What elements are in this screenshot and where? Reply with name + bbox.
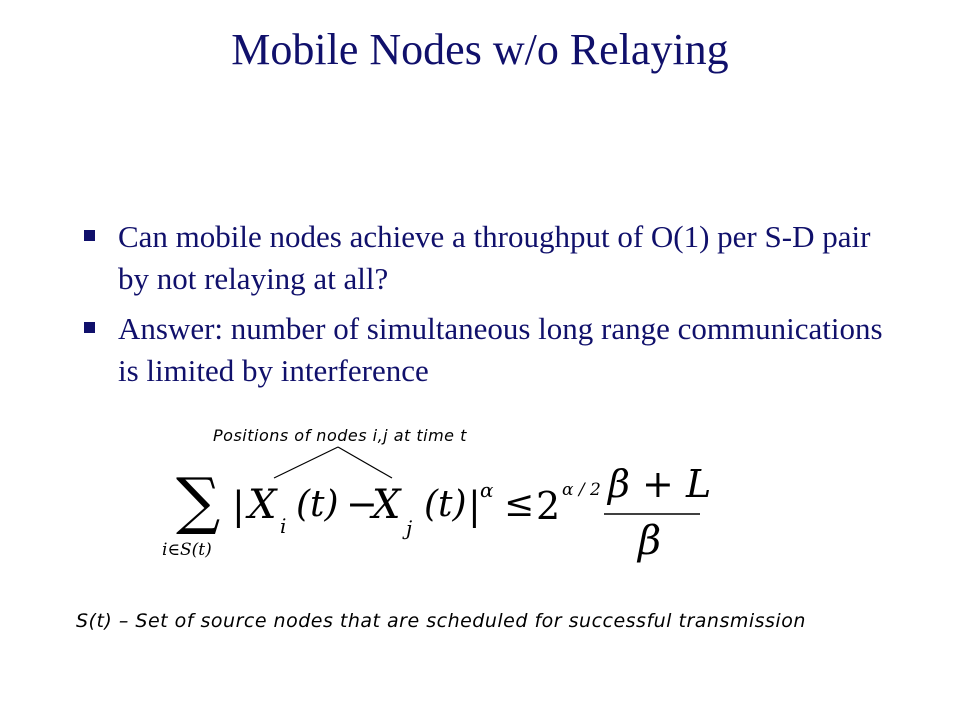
exponent-alpha: α [480,478,494,502]
t-i: (t) [296,484,339,525]
sub-j: j [406,516,413,540]
exponent-alpha-half: α / 2 [562,480,601,500]
positions-annotation: Positions of nodes i,j at time t [213,426,467,445]
sum-index: i∈S(t) [162,540,212,560]
fraction-denominator: β [638,518,662,564]
x-j: X [372,482,401,528]
t-j: (t) [424,484,467,525]
fraction-numerator: β + L [608,462,712,506]
bullet-text: Answer: number of simultaneous long range communications is limited by interference [118,311,883,388]
x-i: X [248,482,277,528]
abs-bar-right: | [468,484,481,528]
bullet-text: Can mobile nodes achieve a throughput of O(1) per S-D pair by not relaying at all? [118,219,871,296]
base-two: 2 [536,484,561,528]
sub-i: i [280,514,287,538]
footnote: S(t) – Set of source nodes that are scheduled for successful transmission [76,610,806,632]
leq-sign: ≤ [504,484,535,525]
minus-sign: − [346,482,378,526]
abs-bar-left: | [232,484,245,528]
sum-symbol: ∑ [176,464,221,537]
slide-title: Mobile Nodes w/o Relaying [231,25,729,74]
interference-formula [160,462,720,580]
